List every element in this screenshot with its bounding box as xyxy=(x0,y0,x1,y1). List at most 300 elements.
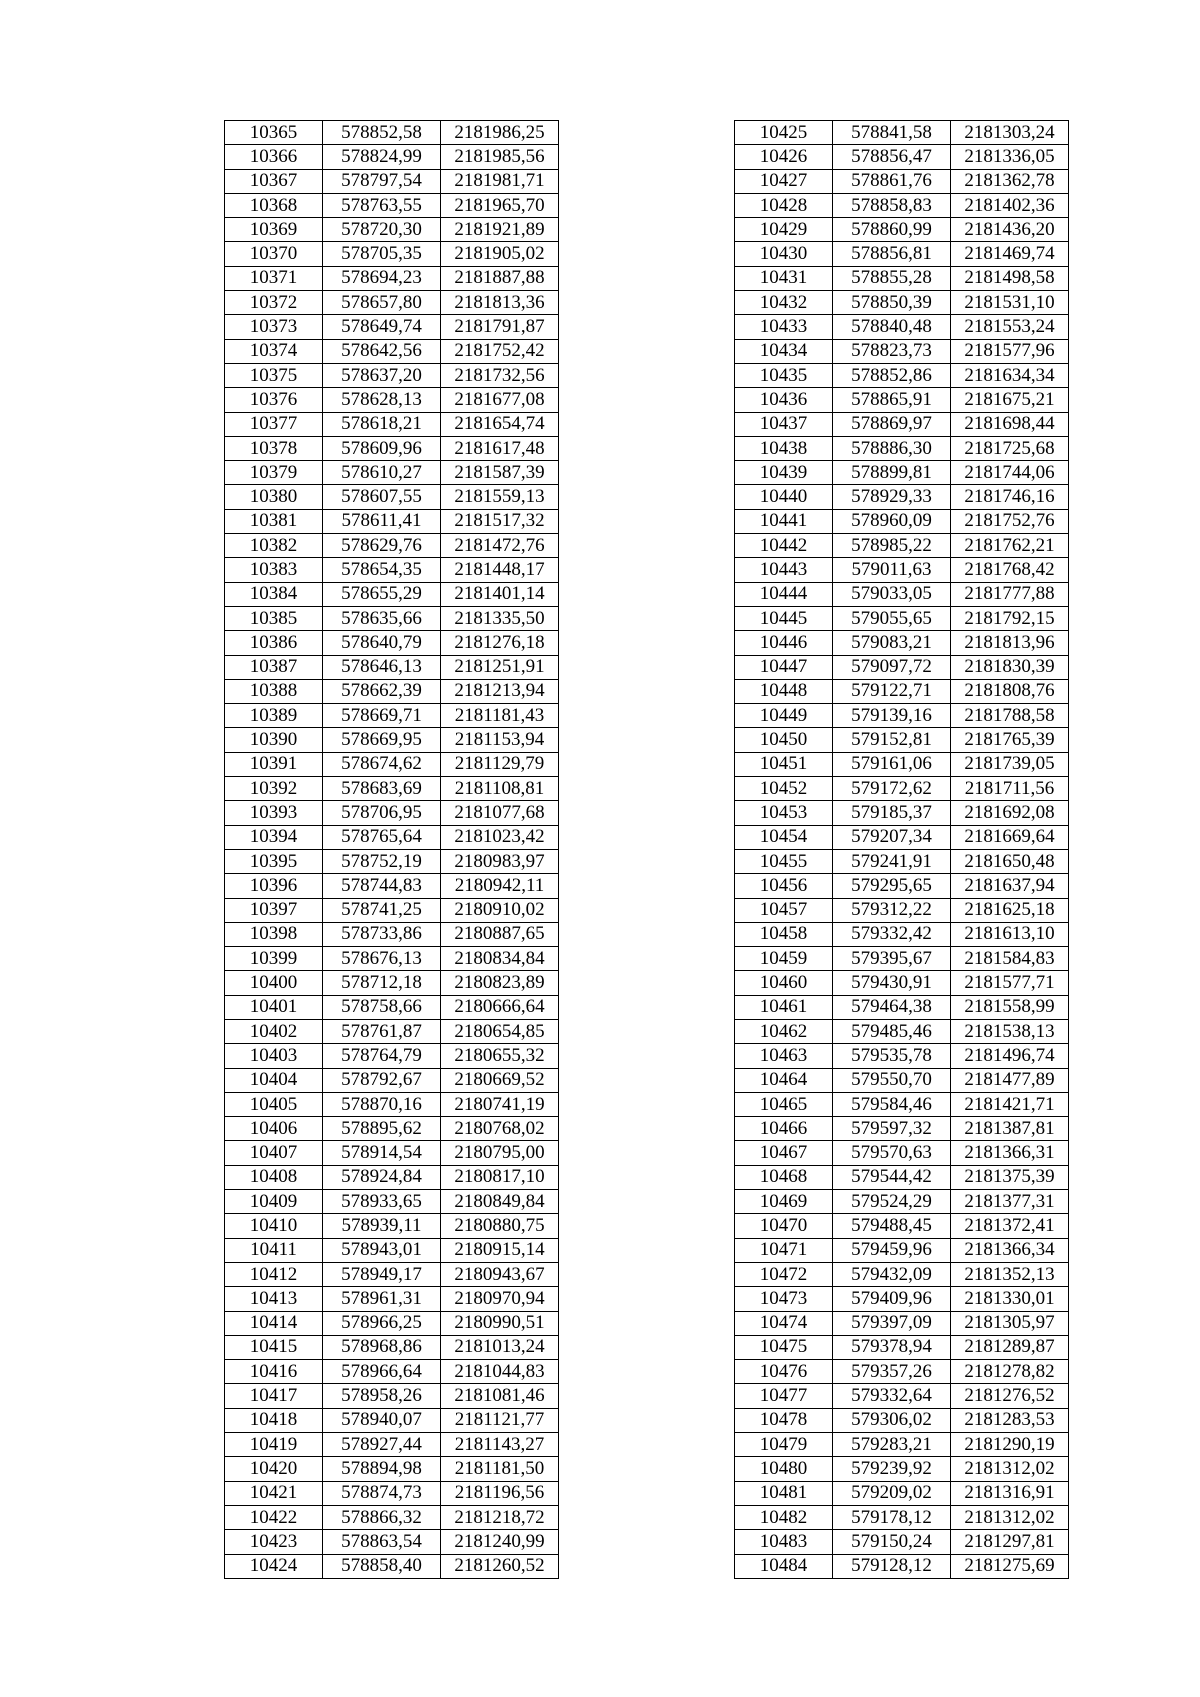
table-row xyxy=(225,315,559,339)
table-row xyxy=(225,436,559,460)
point-number-cell: 10408 xyxy=(225,1165,323,1189)
point-number-cell: 10460 xyxy=(735,971,833,995)
x-coordinate-cell: 579283,21 xyxy=(833,1433,951,1457)
x-coordinate-cell: 578824,99 xyxy=(323,145,441,169)
point-number-cell: 10422 xyxy=(225,1505,323,1529)
point-number-cell: 10367 xyxy=(225,169,323,193)
point-number-cell: 10465 xyxy=(735,1092,833,1116)
table-row xyxy=(735,193,1069,217)
point-number-cell: 10457 xyxy=(735,898,833,922)
point-number-cell: 10439 xyxy=(735,461,833,485)
y-coordinate-cell: 2181711,56 xyxy=(951,777,1069,801)
x-coordinate-cell: 578640,79 xyxy=(323,631,441,655)
table-row xyxy=(225,363,559,387)
table-row xyxy=(735,363,1069,387)
x-coordinate-cell: 578856,47 xyxy=(833,145,951,169)
x-coordinate-cell: 579584,46 xyxy=(833,1092,951,1116)
point-number-cell: 10467 xyxy=(735,1141,833,1165)
point-number-cell: 10421 xyxy=(225,1481,323,1505)
table-row xyxy=(735,145,1069,169)
point-number-cell: 10452 xyxy=(735,777,833,801)
table-row xyxy=(225,849,559,873)
y-coordinate-cell: 2180983,97 xyxy=(441,849,559,873)
point-number-cell: 10401 xyxy=(225,995,323,1019)
table-row xyxy=(735,218,1069,242)
point-number-cell: 10478 xyxy=(735,1408,833,1432)
point-number-cell: 10395 xyxy=(225,849,323,873)
point-number-cell: 10451 xyxy=(735,752,833,776)
point-number-cell: 10394 xyxy=(225,825,323,849)
x-coordinate-cell: 579152,81 xyxy=(833,728,951,752)
coordinates-table-left xyxy=(224,120,559,1579)
x-coordinate-cell: 578927,44 xyxy=(323,1433,441,1457)
y-coordinate-cell: 2181448,17 xyxy=(441,558,559,582)
y-coordinate-cell: 2181121,77 xyxy=(441,1408,559,1432)
y-coordinate-cell: 2181921,89 xyxy=(441,218,559,242)
y-coordinate-cell: 2181792,15 xyxy=(951,606,1069,630)
point-number-cell: 10473 xyxy=(735,1287,833,1311)
x-coordinate-cell: 578669,71 xyxy=(323,704,441,728)
x-coordinate-cell: 579312,22 xyxy=(833,898,951,922)
point-number-cell: 10458 xyxy=(735,922,833,946)
x-coordinate-cell: 578933,65 xyxy=(323,1190,441,1214)
x-coordinate-cell: 578858,83 xyxy=(833,193,951,217)
y-coordinate-cell: 2180768,02 xyxy=(441,1117,559,1141)
table-row xyxy=(735,1262,1069,1286)
table-row xyxy=(735,947,1069,971)
table-row xyxy=(735,1165,1069,1189)
table-row xyxy=(735,509,1069,533)
table-row xyxy=(735,1214,1069,1238)
x-coordinate-cell: 578646,13 xyxy=(323,655,441,679)
table-row xyxy=(735,485,1069,509)
table-row xyxy=(735,461,1069,485)
y-coordinate-cell: 2181765,39 xyxy=(951,728,1069,752)
x-coordinate-cell: 579033,05 xyxy=(833,582,951,606)
point-number-cell: 10419 xyxy=(225,1433,323,1457)
table-body xyxy=(735,121,1069,1579)
point-number-cell: 10436 xyxy=(735,388,833,412)
table-body xyxy=(225,121,559,1579)
x-coordinate-cell: 578694,23 xyxy=(323,266,441,290)
table-row xyxy=(225,1092,559,1116)
x-coordinate-cell: 578763,55 xyxy=(323,193,441,217)
table-row xyxy=(225,655,559,679)
y-coordinate-cell: 2181276,18 xyxy=(441,631,559,655)
x-coordinate-cell: 579332,42 xyxy=(833,922,951,946)
x-coordinate-cell: 579488,45 xyxy=(833,1214,951,1238)
y-coordinate-cell: 2181584,83 xyxy=(951,947,1069,971)
point-number-cell: 10431 xyxy=(735,266,833,290)
table-row xyxy=(225,1384,559,1408)
x-coordinate-cell: 579139,16 xyxy=(833,704,951,728)
table-row xyxy=(735,121,1069,145)
y-coordinate-cell: 2181675,21 xyxy=(951,388,1069,412)
x-coordinate-cell: 578683,69 xyxy=(323,777,441,801)
table-row xyxy=(225,461,559,485)
y-coordinate-cell: 2180990,51 xyxy=(441,1311,559,1335)
y-coordinate-cell: 2181181,43 xyxy=(441,704,559,728)
x-coordinate-cell: 578674,62 xyxy=(323,752,441,776)
point-number-cell: 10468 xyxy=(735,1165,833,1189)
x-coordinate-cell: 578869,97 xyxy=(833,412,951,436)
table-row xyxy=(225,412,559,436)
point-number-cell: 10381 xyxy=(225,509,323,533)
point-number-cell: 10455 xyxy=(735,849,833,873)
y-coordinate-cell: 2180970,94 xyxy=(441,1287,559,1311)
point-number-cell: 10382 xyxy=(225,534,323,558)
y-coordinate-cell: 2181275,69 xyxy=(951,1554,1069,1578)
y-coordinate-cell: 2181387,81 xyxy=(951,1117,1069,1141)
point-number-cell: 10435 xyxy=(735,363,833,387)
point-number-cell: 10379 xyxy=(225,461,323,485)
y-coordinate-cell: 2181617,48 xyxy=(441,436,559,460)
y-coordinate-cell: 2181013,24 xyxy=(441,1335,559,1359)
y-coordinate-cell: 2180943,67 xyxy=(441,1262,559,1286)
table-row xyxy=(225,1311,559,1335)
x-coordinate-cell: 578870,16 xyxy=(323,1092,441,1116)
y-coordinate-cell: 2181240,99 xyxy=(441,1530,559,1554)
x-coordinate-cell: 578940,07 xyxy=(323,1408,441,1432)
table-row xyxy=(225,679,559,703)
point-number-cell: 10445 xyxy=(735,606,833,630)
x-coordinate-cell: 578765,64 xyxy=(323,825,441,849)
table-row xyxy=(225,995,559,1019)
x-coordinate-cell: 578662,39 xyxy=(323,679,441,703)
y-coordinate-cell: 2181791,87 xyxy=(441,315,559,339)
point-number-cell: 10369 xyxy=(225,218,323,242)
point-number-cell: 10386 xyxy=(225,631,323,655)
x-coordinate-cell: 578894,98 xyxy=(323,1457,441,1481)
point-number-cell: 10426 xyxy=(735,145,833,169)
point-number-cell: 10392 xyxy=(225,777,323,801)
point-number-cell: 10442 xyxy=(735,534,833,558)
x-coordinate-cell: 579150,24 xyxy=(833,1530,951,1554)
point-number-cell: 10389 xyxy=(225,704,323,728)
point-number-cell: 10398 xyxy=(225,922,323,946)
x-coordinate-cell: 579306,02 xyxy=(833,1408,951,1432)
y-coordinate-cell: 2181813,96 xyxy=(951,631,1069,655)
point-number-cell: 10402 xyxy=(225,1019,323,1043)
x-coordinate-cell: 578654,35 xyxy=(323,558,441,582)
table-row xyxy=(735,1433,1069,1457)
table-row xyxy=(225,777,559,801)
point-number-cell: 10413 xyxy=(225,1287,323,1311)
table-row xyxy=(735,1141,1069,1165)
point-number-cell: 10423 xyxy=(225,1530,323,1554)
x-coordinate-cell: 578865,91 xyxy=(833,388,951,412)
point-number-cell: 10404 xyxy=(225,1068,323,1092)
y-coordinate-cell: 2181372,41 xyxy=(951,1214,1069,1238)
point-number-cell: 10425 xyxy=(735,121,833,145)
y-coordinate-cell: 2181469,74 xyxy=(951,242,1069,266)
y-coordinate-cell: 2180655,32 xyxy=(441,1044,559,1068)
y-coordinate-cell: 2181289,87 xyxy=(951,1335,1069,1359)
table-row xyxy=(735,1287,1069,1311)
point-number-cell: 10416 xyxy=(225,1360,323,1384)
x-coordinate-cell: 579378,94 xyxy=(833,1335,951,1359)
x-coordinate-cell: 579185,37 xyxy=(833,801,951,825)
y-coordinate-cell: 2181813,36 xyxy=(441,291,559,315)
y-coordinate-cell: 2180741,19 xyxy=(441,1092,559,1116)
x-coordinate-cell: 578929,33 xyxy=(833,485,951,509)
x-coordinate-cell: 578914,54 xyxy=(323,1141,441,1165)
x-coordinate-cell: 579430,91 xyxy=(833,971,951,995)
table-row xyxy=(735,558,1069,582)
y-coordinate-cell: 2181260,52 xyxy=(441,1554,559,1578)
y-coordinate-cell: 2181986,25 xyxy=(441,121,559,145)
x-coordinate-cell: 578635,66 xyxy=(323,606,441,630)
point-number-cell: 10391 xyxy=(225,752,323,776)
x-coordinate-cell: 578949,17 xyxy=(323,1262,441,1286)
x-coordinate-cell: 578924,84 xyxy=(323,1165,441,1189)
x-coordinate-cell: 579172,62 xyxy=(833,777,951,801)
table-row xyxy=(735,971,1069,995)
y-coordinate-cell: 2180817,10 xyxy=(441,1165,559,1189)
y-coordinate-cell: 2181290,19 xyxy=(951,1433,1069,1457)
table-row xyxy=(735,631,1069,655)
table-row xyxy=(735,1117,1069,1141)
x-coordinate-cell: 579544,42 xyxy=(833,1165,951,1189)
y-coordinate-cell: 2181654,74 xyxy=(441,412,559,436)
point-number-cell: 10472 xyxy=(735,1262,833,1286)
y-coordinate-cell: 2181744,06 xyxy=(951,461,1069,485)
table-row xyxy=(735,1481,1069,1505)
x-coordinate-cell: 578705,35 xyxy=(323,242,441,266)
x-coordinate-cell: 579395,67 xyxy=(833,947,951,971)
y-coordinate-cell: 2181218,72 xyxy=(441,1505,559,1529)
point-number-cell: 10444 xyxy=(735,582,833,606)
table-row xyxy=(225,1117,559,1141)
y-coordinate-cell: 2181553,24 xyxy=(951,315,1069,339)
x-coordinate-cell: 578607,55 xyxy=(323,485,441,509)
table-row xyxy=(735,777,1069,801)
table-row xyxy=(225,1287,559,1311)
x-coordinate-cell: 578712,18 xyxy=(323,971,441,995)
table-row xyxy=(735,874,1069,898)
point-number-cell: 10407 xyxy=(225,1141,323,1165)
point-number-cell: 10399 xyxy=(225,947,323,971)
y-coordinate-cell: 2181366,34 xyxy=(951,1238,1069,1262)
table-row xyxy=(225,169,559,193)
x-coordinate-cell: 578629,76 xyxy=(323,534,441,558)
x-coordinate-cell: 579097,72 xyxy=(833,655,951,679)
x-coordinate-cell: 578861,76 xyxy=(833,169,951,193)
point-number-cell: 10461 xyxy=(735,995,833,1019)
table-row xyxy=(735,898,1069,922)
point-number-cell: 10464 xyxy=(735,1068,833,1092)
table-row xyxy=(735,1238,1069,1262)
y-coordinate-cell: 2181808,76 xyxy=(951,679,1069,703)
point-number-cell: 10414 xyxy=(225,1311,323,1335)
y-coordinate-cell: 2181196,56 xyxy=(441,1481,559,1505)
table-row xyxy=(225,582,559,606)
point-number-cell: 10375 xyxy=(225,363,323,387)
x-coordinate-cell: 578858,40 xyxy=(323,1554,441,1578)
point-number-cell: 10480 xyxy=(735,1457,833,1481)
table-row xyxy=(225,558,559,582)
y-coordinate-cell: 2181981,71 xyxy=(441,169,559,193)
point-number-cell: 10387 xyxy=(225,655,323,679)
point-number-cell: 10385 xyxy=(225,606,323,630)
y-coordinate-cell: 2181108,81 xyxy=(441,777,559,801)
y-coordinate-cell: 2181559,13 xyxy=(441,485,559,509)
table-row xyxy=(735,1384,1069,1408)
table-row xyxy=(735,169,1069,193)
table-row xyxy=(225,1262,559,1286)
point-number-cell: 10433 xyxy=(735,315,833,339)
point-number-cell: 10459 xyxy=(735,947,833,971)
table-row xyxy=(735,849,1069,873)
point-number-cell: 10403 xyxy=(225,1044,323,1068)
point-number-cell: 10446 xyxy=(735,631,833,655)
y-coordinate-cell: 2180795,00 xyxy=(441,1141,559,1165)
point-number-cell: 10400 xyxy=(225,971,323,995)
table-row xyxy=(225,339,559,363)
y-coordinate-cell: 2180910,02 xyxy=(441,898,559,922)
point-number-cell: 10409 xyxy=(225,1190,323,1214)
x-coordinate-cell: 579464,38 xyxy=(833,995,951,1019)
y-coordinate-cell: 2181472,76 xyxy=(441,534,559,558)
point-number-cell: 10462 xyxy=(735,1019,833,1043)
x-coordinate-cell: 579550,70 xyxy=(833,1068,951,1092)
point-number-cell: 10466 xyxy=(735,1117,833,1141)
table-row xyxy=(735,534,1069,558)
x-coordinate-cell: 578637,20 xyxy=(323,363,441,387)
x-coordinate-cell: 579239,92 xyxy=(833,1457,951,1481)
x-coordinate-cell: 578628,13 xyxy=(323,388,441,412)
x-coordinate-cell: 578642,56 xyxy=(323,339,441,363)
y-coordinate-cell: 2180834,84 xyxy=(441,947,559,971)
point-number-cell: 10388 xyxy=(225,679,323,703)
table-row xyxy=(225,145,559,169)
point-number-cell: 10447 xyxy=(735,655,833,679)
point-number-cell: 10384 xyxy=(225,582,323,606)
table-row xyxy=(225,1360,559,1384)
table-row xyxy=(225,1238,559,1262)
y-coordinate-cell: 2181637,94 xyxy=(951,874,1069,898)
x-coordinate-cell: 578860,99 xyxy=(833,218,951,242)
x-coordinate-cell: 578866,32 xyxy=(323,1505,441,1529)
y-coordinate-cell: 2181336,05 xyxy=(951,145,1069,169)
table-row xyxy=(735,655,1069,679)
x-coordinate-cell: 578840,48 xyxy=(833,315,951,339)
table-row xyxy=(735,801,1069,825)
point-number-cell: 10482 xyxy=(735,1505,833,1529)
y-coordinate-cell: 2181830,39 xyxy=(951,655,1069,679)
point-number-cell: 10454 xyxy=(735,825,833,849)
table-row xyxy=(225,266,559,290)
table-row xyxy=(735,242,1069,266)
table-row xyxy=(225,193,559,217)
y-coordinate-cell: 2181305,97 xyxy=(951,1311,1069,1335)
point-number-cell: 10373 xyxy=(225,315,323,339)
point-number-cell: 10427 xyxy=(735,169,833,193)
point-number-cell: 10481 xyxy=(735,1481,833,1505)
table-row xyxy=(735,1408,1069,1432)
table-row xyxy=(735,922,1069,946)
y-coordinate-cell: 2181517,32 xyxy=(441,509,559,533)
point-number-cell: 10415 xyxy=(225,1335,323,1359)
point-number-cell: 10368 xyxy=(225,193,323,217)
x-coordinate-cell: 579459,96 xyxy=(833,1238,951,1262)
point-number-cell: 10424 xyxy=(225,1554,323,1578)
x-coordinate-cell: 579432,09 xyxy=(833,1262,951,1286)
y-coordinate-cell: 2181577,96 xyxy=(951,339,1069,363)
point-number-cell: 10372 xyxy=(225,291,323,315)
x-coordinate-cell: 578741,25 xyxy=(323,898,441,922)
y-coordinate-cell: 2181762,21 xyxy=(951,534,1069,558)
y-coordinate-cell: 2181421,71 xyxy=(951,1092,1069,1116)
point-number-cell: 10441 xyxy=(735,509,833,533)
x-coordinate-cell: 579485,46 xyxy=(833,1019,951,1043)
x-coordinate-cell: 578841,58 xyxy=(833,121,951,145)
y-coordinate-cell: 2181650,48 xyxy=(951,849,1069,873)
table-row xyxy=(225,1141,559,1165)
table-row xyxy=(225,922,559,946)
point-number-cell: 10393 xyxy=(225,801,323,825)
y-coordinate-cell: 2181752,76 xyxy=(951,509,1069,533)
x-coordinate-cell: 578657,80 xyxy=(323,291,441,315)
point-number-cell: 10406 xyxy=(225,1117,323,1141)
table-row xyxy=(225,971,559,995)
point-number-cell: 10371 xyxy=(225,266,323,290)
point-number-cell: 10428 xyxy=(735,193,833,217)
point-number-cell: 10450 xyxy=(735,728,833,752)
y-coordinate-cell: 2181692,08 xyxy=(951,801,1069,825)
x-coordinate-cell: 578618,21 xyxy=(323,412,441,436)
x-coordinate-cell: 579122,71 xyxy=(833,679,951,703)
table-row xyxy=(225,509,559,533)
x-coordinate-cell: 578939,11 xyxy=(323,1214,441,1238)
y-coordinate-cell: 2181316,91 xyxy=(951,1481,1069,1505)
y-coordinate-cell: 2181698,44 xyxy=(951,412,1069,436)
table-row xyxy=(735,1092,1069,1116)
y-coordinate-cell: 2181375,39 xyxy=(951,1165,1069,1189)
y-coordinate-cell: 2180915,14 xyxy=(441,1238,559,1262)
point-number-cell: 10365 xyxy=(225,121,323,145)
table-row xyxy=(735,825,1069,849)
x-coordinate-cell: 579209,02 xyxy=(833,1481,951,1505)
table-row xyxy=(735,679,1069,703)
table-row xyxy=(735,291,1069,315)
table-row xyxy=(735,1554,1069,1578)
y-coordinate-cell: 2181538,13 xyxy=(951,1019,1069,1043)
table-row xyxy=(225,1044,559,1068)
y-coordinate-cell: 2181366,31 xyxy=(951,1141,1069,1165)
x-coordinate-cell: 579535,78 xyxy=(833,1044,951,1068)
table-row xyxy=(225,606,559,630)
table-row xyxy=(225,121,559,145)
x-coordinate-cell: 578966,25 xyxy=(323,1311,441,1335)
table-row xyxy=(225,1505,559,1529)
x-coordinate-cell: 579128,12 xyxy=(833,1554,951,1578)
point-number-cell: 10383 xyxy=(225,558,323,582)
x-coordinate-cell: 579083,21 xyxy=(833,631,951,655)
point-number-cell: 10453 xyxy=(735,801,833,825)
table-row xyxy=(225,801,559,825)
point-number-cell: 10471 xyxy=(735,1238,833,1262)
point-number-cell: 10470 xyxy=(735,1214,833,1238)
x-coordinate-cell: 578744,83 xyxy=(323,874,441,898)
x-coordinate-cell: 578852,86 xyxy=(833,363,951,387)
table-row xyxy=(735,339,1069,363)
point-number-cell: 10432 xyxy=(735,291,833,315)
y-coordinate-cell: 2181303,24 xyxy=(951,121,1069,145)
y-coordinate-cell: 2181496,74 xyxy=(951,1044,1069,1068)
y-coordinate-cell: 2180849,84 xyxy=(441,1190,559,1214)
y-coordinate-cell: 2181577,71 xyxy=(951,971,1069,995)
